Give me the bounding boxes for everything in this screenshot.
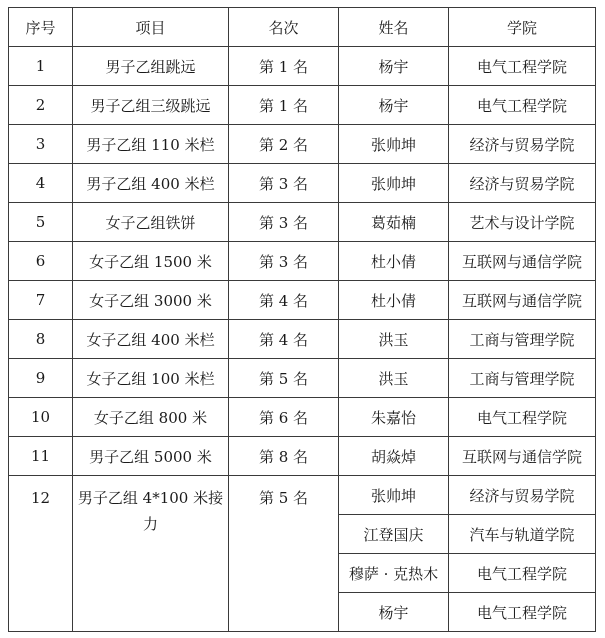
cell-rank: 第 3 名 — [229, 203, 339, 242]
table-row — [9, 47, 596, 86]
cell-college: 互联网与通信学院 — [449, 281, 596, 320]
cell-name: 张帅坤 — [339, 125, 449, 164]
cell-event: 女子乙组 1500 米 — [73, 242, 229, 281]
cell-event: 男子乙组 110 米栏 — [73, 125, 229, 164]
relay-member-name: 穆萨 · 克热木 — [339, 554, 449, 593]
table-row — [9, 125, 596, 164]
table-body — [9, 47, 596, 632]
cell-event: 女子乙组 800 米 — [73, 398, 229, 437]
cell-college: 互联网与通信学院 — [449, 437, 596, 476]
cell-college: 电气工程学院 — [449, 86, 596, 125]
cell-event: 男子乙组跳远 — [73, 47, 229, 86]
cell-no: 3 — [9, 125, 73, 164]
cell-name: 葛茹楠 — [339, 203, 449, 242]
cell-college: 经济与贸易学院 — [449, 125, 596, 164]
cell-rank: 第 3 名 — [229, 242, 339, 281]
cell-rank: 第 2 名 — [229, 125, 339, 164]
table-row — [9, 281, 596, 320]
cell-college: 工商与管理学院 — [449, 320, 596, 359]
cell-rank: 第 5 名 — [229, 359, 339, 398]
cell-no: 11 — [9, 437, 73, 476]
cell-name: 杨宇 — [339, 86, 449, 125]
cell-college: 经济与贸易学院 — [449, 164, 596, 203]
results-table — [8, 7, 596, 632]
header-name: 姓名 — [339, 8, 449, 47]
header-event: 项目 — [73, 8, 229, 47]
table-row — [9, 242, 596, 281]
cell-event: 男子乙组 400 米栏 — [73, 164, 229, 203]
relay-cell-rank: 第 5 名 — [229, 476, 339, 632]
cell-no: 9 — [9, 359, 73, 398]
cell-college: 互联网与通信学院 — [449, 242, 596, 281]
relay-row — [9, 476, 596, 515]
cell-name: 洪玉 — [339, 320, 449, 359]
table-row — [9, 359, 596, 398]
table-row — [9, 398, 596, 437]
table-row — [9, 203, 596, 242]
header-row — [9, 8, 596, 47]
cell-name: 杨宇 — [339, 47, 449, 86]
cell-no: 7 — [9, 281, 73, 320]
cell-name: 杜小倩 — [339, 242, 449, 281]
cell-no: 4 — [9, 164, 73, 203]
relay-member-name: 杨宇 — [339, 593, 449, 632]
relay-member-name: 张帅坤 — [339, 476, 449, 515]
table-row — [9, 320, 596, 359]
header-no: 序号 — [9, 8, 73, 47]
header-college: 学院 — [449, 8, 596, 47]
cell-event: 女子乙组 3000 米 — [73, 281, 229, 320]
cell-no: 10 — [9, 398, 73, 437]
cell-name: 朱嘉怡 — [339, 398, 449, 437]
relay-member-college: 汽车与轨道学院 — [449, 515, 596, 554]
cell-no: 8 — [9, 320, 73, 359]
cell-name: 张帅坤 — [339, 164, 449, 203]
cell-event: 女子乙组 100 米栏 — [73, 359, 229, 398]
cell-rank: 第 8 名 — [229, 437, 339, 476]
cell-college: 艺术与设计学院 — [449, 203, 596, 242]
cell-rank: 第 3 名 — [229, 164, 339, 203]
cell-rank: 第 6 名 — [229, 398, 339, 437]
table-row — [9, 86, 596, 125]
cell-rank: 第 1 名 — [229, 47, 339, 86]
cell-college: 电气工程学院 — [449, 47, 596, 86]
cell-rank: 第 4 名 — [229, 281, 339, 320]
cell-name: 胡焱焯 — [339, 437, 449, 476]
cell-event: 男子乙组 5000 米 — [73, 437, 229, 476]
cell-no: 2 — [9, 86, 73, 125]
cell-rank: 第 1 名 — [229, 86, 339, 125]
cell-event: 女子乙组 400 米栏 — [73, 320, 229, 359]
cell-college: 电气工程学院 — [449, 398, 596, 437]
table-row — [9, 437, 596, 476]
relay-member-college: 电气工程学院 — [449, 593, 596, 632]
cell-rank: 第 4 名 — [229, 320, 339, 359]
relay-member-name: 江登国庆 — [339, 515, 449, 554]
cell-name: 杜小倩 — [339, 281, 449, 320]
cell-no: 1 — [9, 47, 73, 86]
relay-member-college: 电气工程学院 — [449, 554, 596, 593]
cell-event: 男子乙组三级跳远 — [73, 86, 229, 125]
cell-no: 5 — [9, 203, 73, 242]
relay-member-college: 经济与贸易学院 — [449, 476, 596, 515]
cell-no: 6 — [9, 242, 73, 281]
header-rank: 名次 — [229, 8, 339, 47]
cell-name: 洪玉 — [339, 359, 449, 398]
table-row — [9, 164, 596, 203]
relay-cell-event: 男子乙组 4*100 米接力 — [73, 476, 229, 632]
table-header — [9, 8, 596, 47]
cell-event: 女子乙组铁饼 — [73, 203, 229, 242]
relay-cell-no: 12 — [9, 476, 73, 632]
cell-college: 工商与管理学院 — [449, 359, 596, 398]
